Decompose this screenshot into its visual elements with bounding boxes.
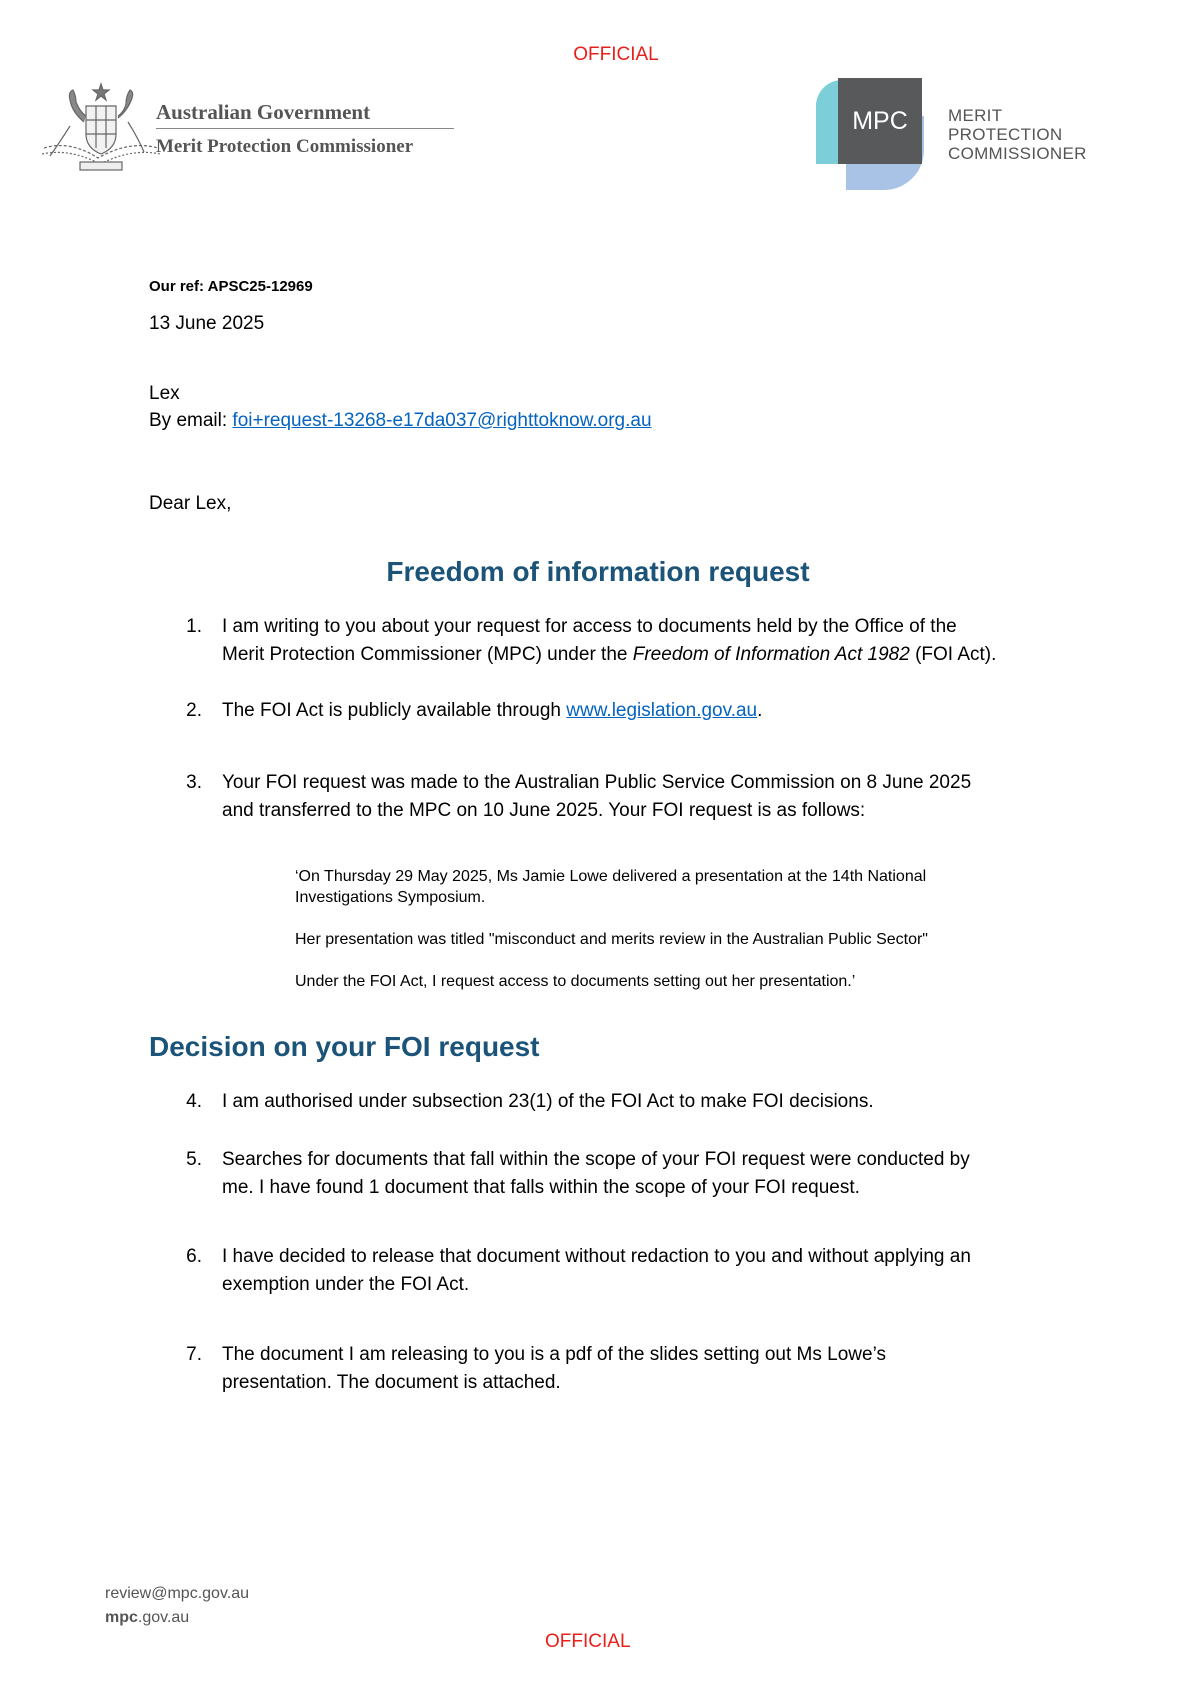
item-3-line-2: and transferred to the MPC on 10 June 2025. Your FOI request is as follows: <box>222 800 866 821</box>
item-2-text <box>222 697 1042 725</box>
item-2-end: . <box>757 700 763 721</box>
gov-logo-divider <box>156 128 454 129</box>
email-label: By email: <box>149 410 233 431</box>
mpc-logo-mark: MPC <box>838 78 922 164</box>
gov-agency-name: Merit Protection Commissioner <box>156 136 414 157</box>
recipient-email-link[interactable]: foi+request-13268-e17da037@righttoknow.org.au <box>232 410 652 431</box>
item-7-line-2: presentation. The document is attached. <box>222 1372 561 1393</box>
reference-number: Our ref: APSC25-12969 <box>149 278 313 295</box>
item-6-line-2: exemption under the FOI Act. <box>222 1274 470 1295</box>
footer-email: review@mpc.gov.au <box>105 1585 249 1602</box>
item-1-line-2-b: (FOI Act). <box>909 644 997 665</box>
item-5-text <box>222 1146 1042 1202</box>
item-number: 3. <box>186 772 202 793</box>
item-3-line-1: Your FOI request was made to the Australian Public Service Commission on 8 June 2025 <box>222 772 972 793</box>
item-1-text <box>222 613 1042 669</box>
classification-top: OFFICIAL <box>573 44 659 65</box>
classification-bottom: OFFICIAL <box>545 1631 631 1652</box>
heading-decision: Decision on your FOI request <box>149 1031 540 1062</box>
recipient-name: Lex <box>149 383 180 404</box>
item-number: 1. <box>186 616 202 637</box>
item-5-line-1: Searches for documents that fall within the scope of your FOI request were conducted by <box>222 1149 970 1170</box>
item-5-line-2: me. I have found 1 document that falls within the scope of your FOI request. <box>222 1177 860 1198</box>
mpc-logo-word-3: COMMISSIONER <box>948 144 1087 163</box>
item-3-text <box>222 769 1042 825</box>
item-1-line-2 <box>222 641 1042 669</box>
quote-paragraph-1-line-1: ‘On Thursday 29 May 2025, Ms Jamie Lowe delivered a presentation at the 14th National <box>295 868 927 885</box>
gov-logo <box>40 82 460 174</box>
act-title: Freedom of Information Act 1982 <box>632 644 910 665</box>
item-6-text <box>222 1243 1042 1299</box>
item-number: 7. <box>186 1344 202 1365</box>
quote-paragraph-3: Under the FOI Act, I request access to documents setting out her presentation.’ <box>295 973 856 990</box>
item-number: 4. <box>186 1091 202 1112</box>
item-number: 6. <box>186 1246 202 1267</box>
heading-foi-request: Freedom of information request <box>386 556 810 587</box>
item-1-line-1: I am writing to you about your request for access to documents held by the Office of the <box>222 616 957 637</box>
item-number: 5. <box>186 1149 202 1170</box>
coat-of-arms-icon <box>40 82 162 174</box>
legislation-link[interactable]: www.legislation.gov.au <box>566 700 758 721</box>
letter-date: 13 June 2025 <box>149 313 265 334</box>
footer-website-bold: mpc <box>105 1609 138 1626</box>
mpc-logo <box>816 78 1106 192</box>
item-number: 2. <box>186 700 202 721</box>
item-7-line-1: The document I am releasing to you is a pdf of the slides setting out Ms Lowe’s <box>222 1344 886 1365</box>
item-7-text <box>222 1341 1042 1397</box>
footer-website <box>105 1609 189 1627</box>
quoted-request <box>295 866 1055 992</box>
item-4-text: I am authorised under subsection 23(1) of the FOI Act to make FOI decisions. <box>222 1091 874 1112</box>
recipient-email-line <box>149 407 652 435</box>
salutation: Dear Lex, <box>149 493 232 514</box>
item-2-text-lead: The FOI Act is publicly available through <box>222 700 567 721</box>
item-6-line-1: I have decided to release that document without redaction to you and without applying an <box>222 1246 971 1267</box>
footer-website-rest: .gov.au <box>137 1609 190 1626</box>
mpc-logo-word-2: PROTECTION <box>948 125 1063 144</box>
quote-paragraph-1-line-2: Investigations Symposium. <box>295 889 486 906</box>
quote-paragraph-2: Her presentation was titled "misconduct and merits review in the Australian Public Sector" <box>295 931 928 948</box>
item-1-line-2-a: Merit Protection Commissioner (MPC) under the <box>222 644 633 665</box>
gov-name: Australian Government <box>156 100 371 124</box>
mpc-logo-word-1: MERIT <box>948 106 1003 125</box>
